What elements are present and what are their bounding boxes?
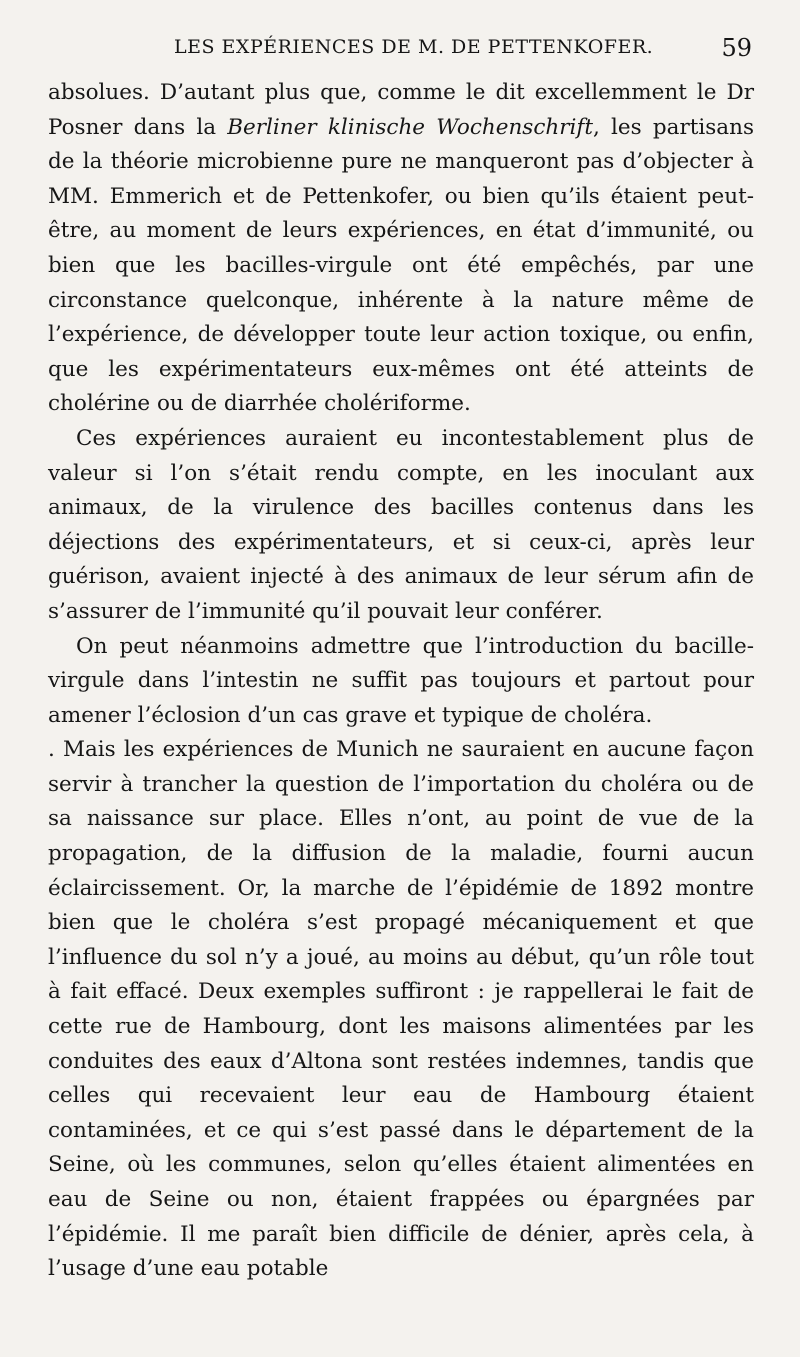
paragraph-1-text-end: , les partisans de la théorie microbienne pure ne manqueront pas d’objecter à MM. Emmerich et de Pettenkofer, ou bien qu’ils étaient peut-être, au moment de leurs expériences, en état d’immunité, ou bien que les bacilles-virgule ont été empêchés, par une circonstance quelconque, inhérente à la nature même de l’expérience, de développer toute leur action toxique, ou enfin, que les expérimentateurs eux-mêmes ont été atteints de cholérine ou de diarrhée cholériforme. [48,114,754,417]
paragraph-1-text-start: absolues. D’autant plus que, comme le dit excellemment le Dr Posner dans la [48,80,754,140]
paragraph-1 [48,76,754,422]
paragraph-2: Ces expériences auraient eu incontestablement plus de valeur si l’on s’était rendu compte, en les inoculant aux animaux, de la virulence des bacilles contenus dans les déjections des expérimentateurs, et si ceux-ci, après leur guérison, avaient injecté à des animaux de leur sérum afin de s’assurer de l’immunité qu’il pouvait leur conférer. [48,425,754,624]
page-number: 59 [721,34,752,62]
paragraph-4: . Mais les expériences de Munich ne sauraient en aucune façon servir à trancher la question de l’importation du choléra ou de sa naissance sur place. Elles n’ont, au point de vue de la propagation, de la diffusion de la maladie, fourni aucun éclaircissement. Or, la marche de l’épidémie de 1892 montre bien que le choléra s’est propagé mécaniquement et que l’influence du sol n’y a joué, au moins au début, qu’un rôle tout à fait effacé. Deux exemples suffiront : je rappellerai le fait de cette rue de Hambourg, dont les maisons alimentées par les conduites des eaux d’Altona sont restées indemnes, tandis que celles qui recevaient leur eau de Hambourg étaient contaminées, et ce qui s’est passé dans le département de la Seine, où les communes, selon qu’elles étaient alimentées en eau de Seine ou non, étaient frappées ou épargnées par l’épidémie. Il me paraît bien difficile de dénier, après cela, à l’usage d’une eau potable [48,737,754,1282]
running-title: LES EXPÉRIENCES DE M. DE PETTENKOFER. [174,36,654,58]
body-text [48,76,754,1287]
paragraph-3: On peut néanmoins admettre que l’introduction du bacille-virgule dans l’intestin ne suffit pas toujours et partout pour amener l’éclosion d’un cas grave et typique de choléra. [48,633,754,728]
journal-title: Berliner klinische Wochenschrift [227,114,593,140]
page-header [50,36,752,66]
